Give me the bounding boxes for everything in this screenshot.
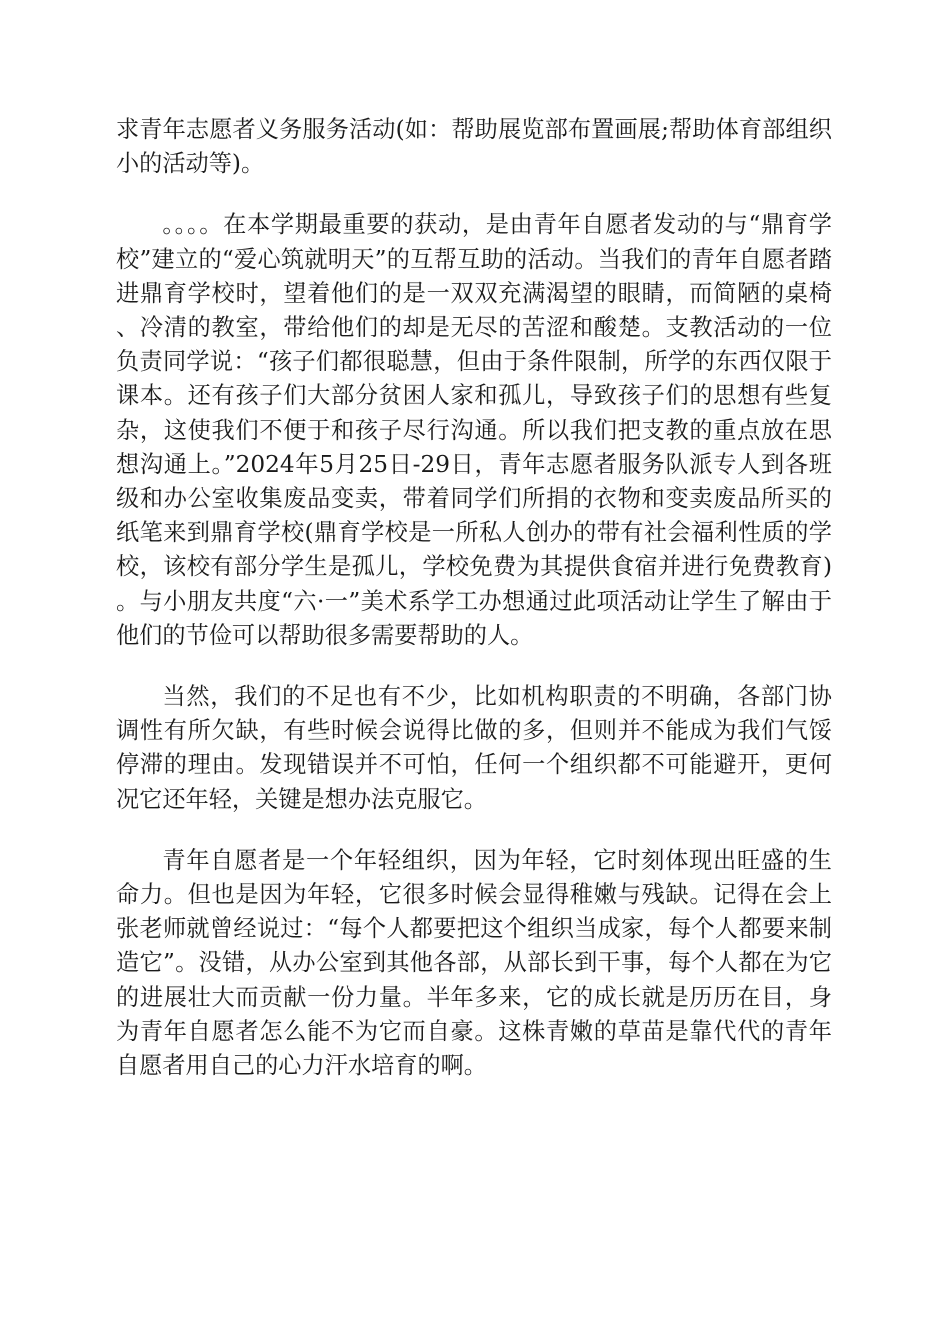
paragraph-continuation: 求青年志愿者义务服务活动(如：帮助展览部布置画展;帮助体育部组织小的活动等)。 [116, 116, 832, 178]
paragraph-activity: 。。。。在本学期最重要的获动，是由青年自愿者发动的与“鼎育学校”建立的“爱心筑就明天”的互帮互助的活动。当我们的青年自愿者踏进鼎育学校时，望着他们的是一双双充满渴望的眼睛，而简陋的桌椅、冷清的教室，带给他们的却是无尽的苦涩和酸楚。支教活动的一位负责同学说：“孩子们都很聪慧，但由于条件限制，所学的东西仅限于课本。还有孩子们大部分贫困人家和孤儿，导致孩子们的思想有些复杂，这使我们不便于和孩子尽行沟通。所以我们把支教的重点放在思想沟通上。”2024年5月25日-29日，青年志愿者服务队派专人到各班级和办公室收集废品变卖，带着同学们所捐的衣物和变卖废品所买的纸笔来到鼎育学校(鼎育学校是一所私人创办的带有社会福利性质的学校，该校有部分学生是孤儿，学校免费为其提供食宿并进行免费教育)。与小朋友共度“六·一”美术系学工办想通过此项活动让学生了解由于他们的节俭可以帮助很多需要帮助的人。 [116, 211, 832, 649]
paragraph-shortcomings: 当然，我们的不足也有不少，比如机构职责的不明确，各部门协调性有所欠缺，有些时候会说得比做的多，但则并不能成为我们气馁停滞的理由。发现错误并不可怕，任何一个组织都不可能避开，更何况它还年轻，关键是想办法克服它。 [116, 683, 832, 813]
paragraph-conclusion: 青年自愿者是一个年轻组织，因为年轻，它时刻体现出旺盛的生命力。但也是因为年轻，它很多时候会显得稚嫩与残缺。记得在会上张老师就曾经说过：“每个人都要把这个组织当成家，每个人都要来制造它”。没错，从办公室到其他各部，从部长到干事，每个人都在为它的进展壮大而贡献一份力量。半年多来，它的成长就是历历在目，身为青年自愿者怎么能不为它而自豪。这株青嫩的草苗是靠代代的青年自愿者用自己的心力汗水培育的啊。 [116, 846, 832, 1080]
